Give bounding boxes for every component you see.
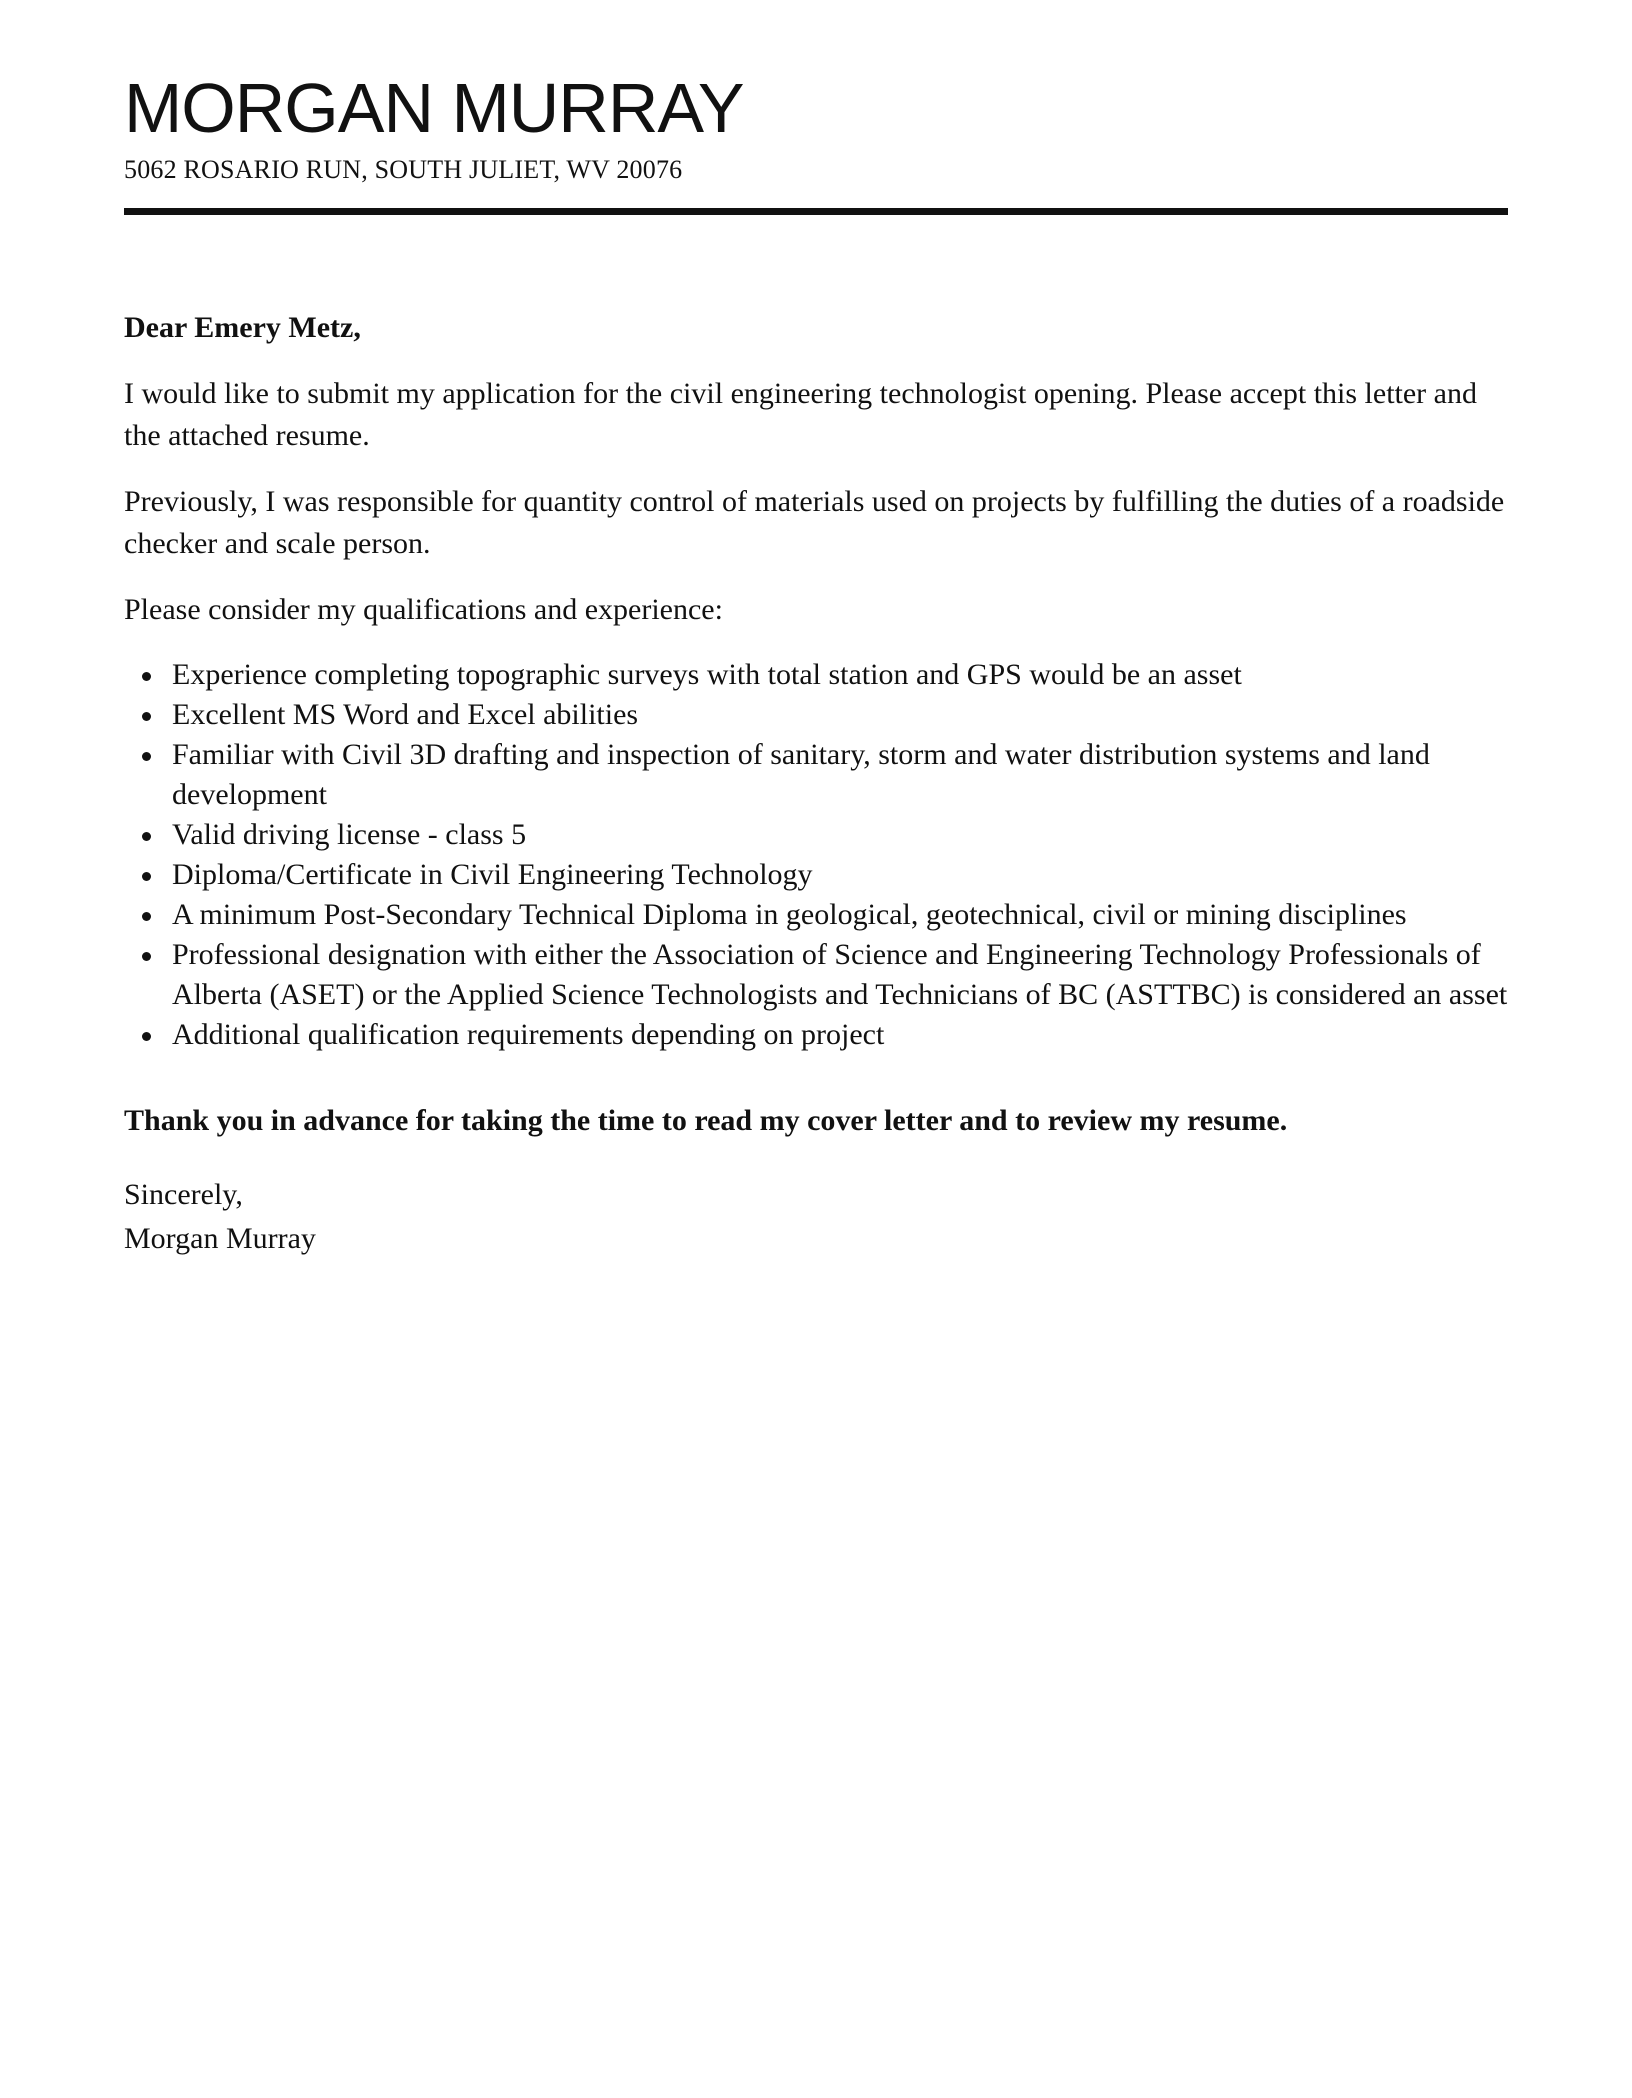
list-item — [172, 815, 1508, 855]
applicant-address: 5062 ROSARIO RUN, SOUTH JULIET, WV 20076 — [124, 155, 683, 184]
closing-statement: Thank you in advance for taking the time to read my cover letter and to review my resume. — [124, 1104, 1288, 1137]
bullet-icon — [142, 952, 151, 961]
paragraph-experience: Previously, I was responsible for quantity control of materials used on projects by fulfilling the duties of a roadside checker and scale person. — [124, 485, 1505, 560]
list-item — [172, 1015, 1508, 1055]
signature-name: Morgan Murray — [124, 1222, 316, 1255]
header-divider — [124, 208, 1508, 215]
list-item-text: Excellent MS Word and Excel abilities — [172, 698, 639, 731]
bullet-icon — [142, 912, 151, 921]
greeting: Dear Emery Metz, — [124, 311, 361, 344]
list-item-text: Valid driving license - class 5 — [172, 818, 527, 851]
list-item-text: A minimum Post-Secondary Technical Diploma in geological, geotechnical, civil or mining disciplines — [172, 898, 1407, 931]
paragraph-qualifications-intro: Please consider my qualifications and experience: — [124, 593, 723, 626]
list-item-text: Familiar with Civil 3D drafting and inspection of sanitary, storm and water distribution systems and land development — [172, 738, 1430, 811]
list-item — [172, 855, 1508, 895]
qualifications-list — [124, 655, 1508, 1055]
signoff-text: Sincerely, — [124, 1178, 243, 1211]
paragraph-intro: I would like to submit my application for the civil engineering technologist opening. Please accept this letter and the attached resume. — [124, 377, 1477, 452]
letter-body — [124, 307, 1508, 1261]
list-item-text: Diploma/Certificate in Civil Engineering Technology — [172, 858, 813, 891]
list-item-text: Additional qualification requirements depending on project — [172, 1018, 885, 1051]
bullet-icon — [142, 872, 151, 881]
bullet-icon — [142, 752, 151, 761]
list-item — [172, 895, 1508, 935]
list-item — [172, 695, 1508, 735]
bullet-icon — [142, 832, 151, 841]
list-item — [172, 735, 1508, 815]
bullet-icon — [142, 672, 151, 681]
list-item-text: Experience completing topographic surveys with total station and GPS would be an asset — [172, 658, 1242, 691]
bullet-icon — [142, 1032, 151, 1041]
signoff-block — [124, 1173, 1508, 1261]
applicant-name: MORGAN MURRAY — [124, 69, 744, 147]
cover-letter-page — [124, 0, 1508, 1261]
list-item — [172, 935, 1508, 1015]
bullet-icon — [142, 712, 151, 721]
list-item-text: Professional designation with either the Association of Science and Engineering Technology Professionals of Alberta (ASET) or the Applied Science Technologists and Technicians of BC (ASTTBC) is considered an asset — [172, 938, 1508, 1011]
list-item — [172, 655, 1508, 695]
